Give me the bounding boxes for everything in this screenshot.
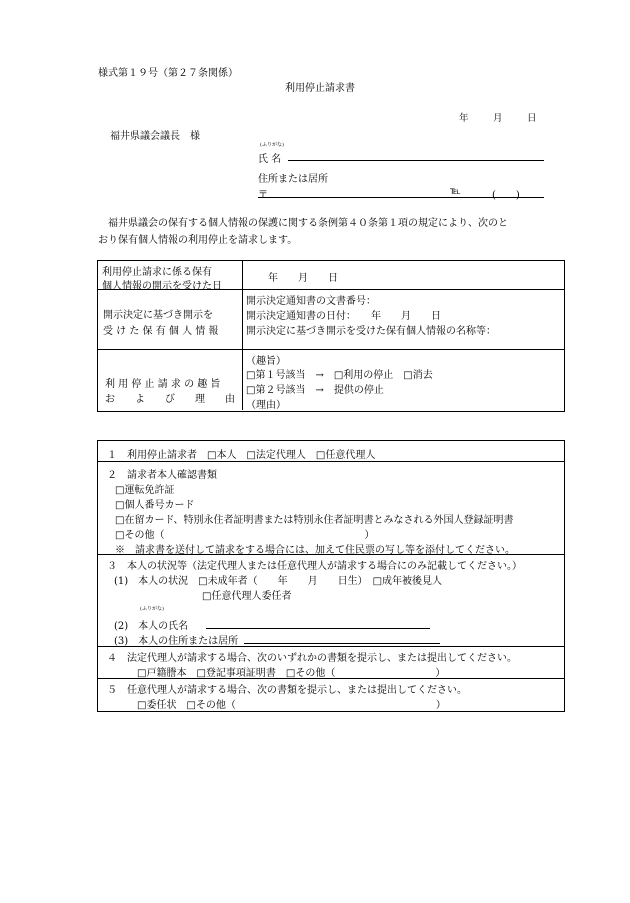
id-docs-heading: ２ 請求者本人確認書類 — [107, 470, 217, 481]
row2-label-line1: 開示決定に基づき開示を — [103, 310, 213, 321]
id-doc-other[interactable]: □その他（ ） — [115, 530, 375, 541]
table1-divider — [242, 260, 243, 410]
id-doc-drivers-license[interactable]: □運転免許証 — [115, 485, 175, 496]
form-number: 様式第１９号（第２７条関係） — [98, 68, 238, 79]
tel-mark: ℡ — [450, 186, 461, 197]
row3-reason-heading: （理由） — [246, 400, 286, 411]
legal-rep-docs[interactable]: □戸籍謄本 □登記事項証明書 □その他（ ） — [137, 668, 446, 679]
principal-address-line[interactable] — [244, 643, 440, 644]
name-line[interactable] — [288, 160, 544, 161]
name-label: 氏 名 — [258, 154, 282, 165]
date-day-label: 日 — [527, 113, 537, 124]
row3-label-line1: 利 用 停 止 請 求 の 趣 旨 — [105, 379, 221, 390]
document-title: 利用停止請求書 — [285, 83, 355, 94]
principal-furigana: (ふりがな) — [140, 606, 164, 612]
row2-info-name[interactable]: 開示決定に基づき開示を受けた保有個人情報の名称等： — [246, 326, 496, 337]
principal-name-line[interactable] — [206, 628, 430, 629]
legal-rep-docs-heading: ４ 法定代理人が請求する場合、次のいずれかの書類を提示し、または提出してください。 — [107, 653, 517, 664]
postal-mark: 〒 — [258, 190, 268, 201]
furigana-label: (ふりがな) — [260, 142, 284, 148]
address-label: 住所または居所 — [258, 174, 328, 185]
address-line[interactable] — [258, 197, 544, 198]
row2-notice-date[interactable]: 開示決定通知書の日付： 年 月 日 — [246, 311, 441, 322]
row1-label-line1: 利用停止請求に係る保有 — [102, 267, 212, 278]
voluntary-rep-docs-heading: ５ 任意代理人が請求する場合、次の書類を提示し、または提出してください。 — [107, 685, 467, 696]
row1-date-value[interactable]: 年 月 日 — [268, 273, 338, 284]
row3-option-1[interactable]: □第１号該当 → □利用の停止 □消去 — [246, 370, 433, 381]
principal-status[interactable]: (1) 本人の状況 □未成年者（ 年 月 日生） □成年被後見人 — [114, 576, 443, 587]
id-docs-note: ※ 請求書を送付して請求をする場合には、加えて住民票の写し等を添付してください。 — [115, 545, 515, 556]
row3-purpose-heading: （趣旨） — [246, 356, 286, 367]
table1-row-sep-2 — [97, 349, 564, 350]
date-year-label: 年 — [459, 113, 469, 124]
principal-name-label: (2) 本人の氏名 — [114, 621, 189, 632]
id-doc-my-number-card[interactable]: □個人番号カード — [115, 500, 195, 511]
intro-line-2: おり保有個人情報の利用停止を請求します。 — [98, 235, 298, 246]
table2-sep-1 — [97, 461, 564, 462]
row3-option-2[interactable]: □第２号該当 → 提供の停止 — [246, 385, 384, 396]
intro-line-1: 福井県議会の保有する個人情報の保護に関する条例第４０条第１項の規定により、次のと — [98, 218, 508, 229]
principal-status-delegator[interactable]: □任意代理人委任者 — [202, 591, 292, 602]
voluntary-rep-docs[interactable]: □委任状 □その他（ ） — [137, 700, 446, 711]
row2-label-line2: 受 け た 保 有 個 人 情 報 — [103, 326, 219, 337]
principal-status-heading: ３ 本人の状況等（法定代理人または任意代理人が請求する場合にのみ記載してください。） — [107, 561, 522, 572]
date-month-label: 月 — [493, 113, 503, 124]
requester-type[interactable]: １ 利用停止請求者 □本人 □法定代理人 □任意代理人 — [107, 450, 376, 461]
row3-label-line2: お よ び 理 由 — [105, 394, 235, 405]
row1-label-line2: 個人情報の開示を受けた日 — [102, 281, 222, 292]
row2-document-number[interactable]: 開示決定通知書の文書番号： — [246, 296, 376, 307]
addressee: 福井県議会議長 様 — [110, 131, 200, 142]
principal-address-label: (3) 本人の住所または居所 — [114, 636, 239, 647]
id-doc-residence-card[interactable]: □在留カード、特別永住者証明書または特別永住者証明書とみなされる外国人登録証明書 — [115, 515, 514, 526]
tel-area-code: ( ) — [492, 190, 520, 201]
